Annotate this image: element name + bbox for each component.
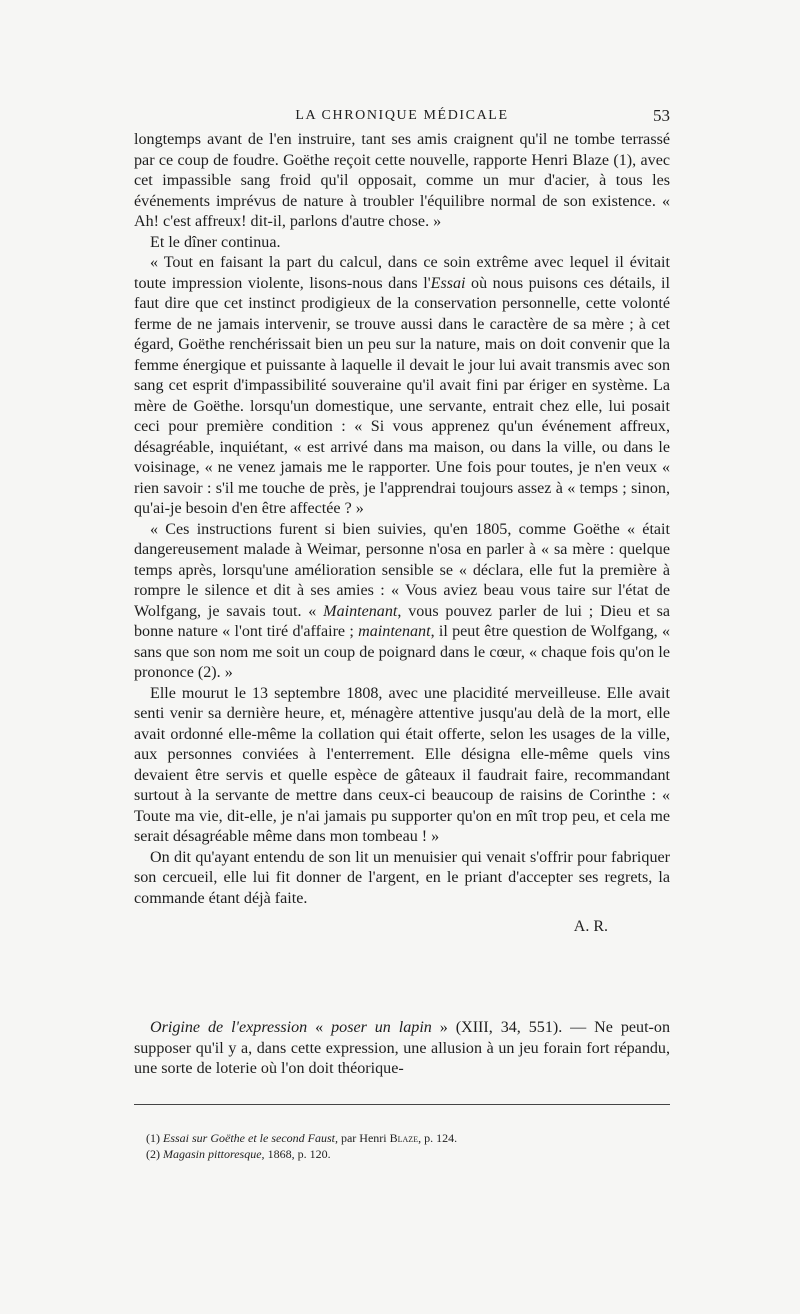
note-paragraph: [134, 1018, 670, 1080]
essai-italic: Essai: [430, 274, 466, 292]
paragraph-4-part-c: , il peut être question de Wolfgang, « sans que son nom me soit un coup de poignard dans le cœur, « chaque fois qu'on le prononce (2). »: [134, 623, 670, 681]
signature: A. R.: [573, 918, 608, 935]
footnote-1-number: (1): [146, 1131, 163, 1145]
page-header: [134, 106, 670, 128]
paragraph-6: On dit qu'ayant entendu de son lit un menuisier qui venait s'offrir pour fabriquer son cercueil, elle lui fit donner de l'argent, en le priant d'accepter ses regrets, la commande étant déjà faite.: [134, 848, 670, 907]
footnote-1-by: par Henri: [337, 1131, 390, 1145]
paragraph-2: Et le dîner continua.: [150, 233, 281, 251]
footnotes: [146, 1130, 666, 1162]
paragraph-4-part-a: « Ces instructions furent si bien suivies, qu'en 1805, comme Goëthe « était dangereusement malade à Weimar, personne n'osa en parler à « sa mère : quelque temps après, lorsqu'une amélioration sensible se « déclara, elle fut la première à rompre le silence et dit à ses amies : « Vous aviez beau vous taire sur l'état de Wolfgang, je savais tout. «: [134, 520, 670, 620]
note-title: Origine de l'expression: [150, 1019, 308, 1036]
footnote-1: [146, 1130, 666, 1146]
footnote-2: [146, 1146, 666, 1162]
note-entry: [134, 1018, 670, 1080]
paragraph-5: Elle mourut le 13 septembre 1808, avec une placidité merveilleuse. Elle avait senti venir sa dernière heure, et, ménagère attentive jusqu'au delà de la mort, elle avait ordonné elle-même la collation qui était offerte, selon les usages de la ville, aux personnes conviées à l'enterrement. Elle désigna elle-même quels vins devaient être servis et quelle espèce de gâteaux il faudrait faire, recommandant surtout à la servante de mettre dans ceux-ci beaucoup de raisins de Corinthe : « Toute ma vie, dit-elle, je n'ai jamais pu supporter qu'on en mît trop peu, et cela me serait désagréable même dans mon tombeau ! »: [134, 684, 670, 845]
footnote-2-page: 1868, p. 120.: [264, 1147, 331, 1161]
paragraph-3: [134, 253, 670, 520]
running-title: LA CHRONIQUE MÉDICALE: [295, 108, 509, 123]
paragraph-1: longtemps avant de l'en instruire, tant ses amis craignent qu'il ne tombe terrassé par ce coup de foudre. Goëthe reçoit cette nouvelle, rapporte Henri Blaze (1), avec cet impassible sang froid qu'il opposait, comme un mur d'acier, à tous les événements imprévus de nature à troubler l'équilibre normal de son existence. « Ah! c'est affreux! dit-il, parlons d'autre chose. »: [134, 131, 670, 230]
page-number: 53: [653, 106, 670, 125]
article-body: [134, 130, 670, 938]
paragraph-3-part-b: où nous puisons ces détails, il faut dire que cet instinct prodigieux de la conservation personnelle, cette volonté ferme de ne jamais intervenir, se trouve aussi dans le caractère de sa mère ; à cet égard, Goëthe renchérissait bien un peu sur la nature, mais on doit convenir que la femme énergique et puissante à laquelle il devait le jour lui avait transmis avec son sang cet esprit d'impassibilité souveraine qu'il avait fini par ériger en système. La mère de Goëthe. lorsqu'un domestique, une servante, entrait chez elle, lui posait ceci pour première condition : « Si vous apprenez qu'un événement affreux, désagréable, inquiétant, « est arrivé dans ma maison, ou dans la ville, ou dans le voisinage, « ne venez jamais me le rapporter. Une fois pour toutes, je n'en veux « rien savoir : s'il me touche de près, je l'apprendrai toujours assez à « temps ; sinon, qu'ai-je besoin d'en être affectée ? »: [134, 274, 670, 517]
footnote-2-number: (2): [146, 1147, 163, 1161]
footnote-1-title: Essai sur Goëthe et le second Faust,: [163, 1131, 338, 1145]
paragraph-4-part-b: , vous pouvez parler de lui ; Dieu et sa bonne nature « l'ont tiré d'affaire ;: [134, 602, 670, 640]
footnote-1-page: , p. 124.: [418, 1131, 458, 1145]
footnote-divider: [134, 1104, 670, 1105]
paragraph-4: [134, 520, 670, 684]
footnote-2-title: Magasin pittoresque,: [163, 1147, 265, 1161]
paragraph-3-part-a: « Tout en faisant la part du calcul, dans ce soin extrême avec lequel il évitait toute impression violente, lisons-nous dans l': [134, 254, 670, 292]
note-text: » (XIII, 34, 551). — Ne peut-on supposer qu'il y a, dans cette expression, une allusion à un jeu forain fort répandu, une sorte de loterie où l'on doit théorique-: [134, 1019, 670, 1077]
maintenant-italic-2: maintenant: [358, 623, 431, 640]
footnote-1-author: Blaze: [389, 1131, 419, 1145]
maintenant-italic-1: Maintenant: [323, 602, 398, 620]
note-quoted-expression: poser un lapin: [331, 1019, 432, 1036]
note-quote-open: «: [307, 1019, 332, 1036]
